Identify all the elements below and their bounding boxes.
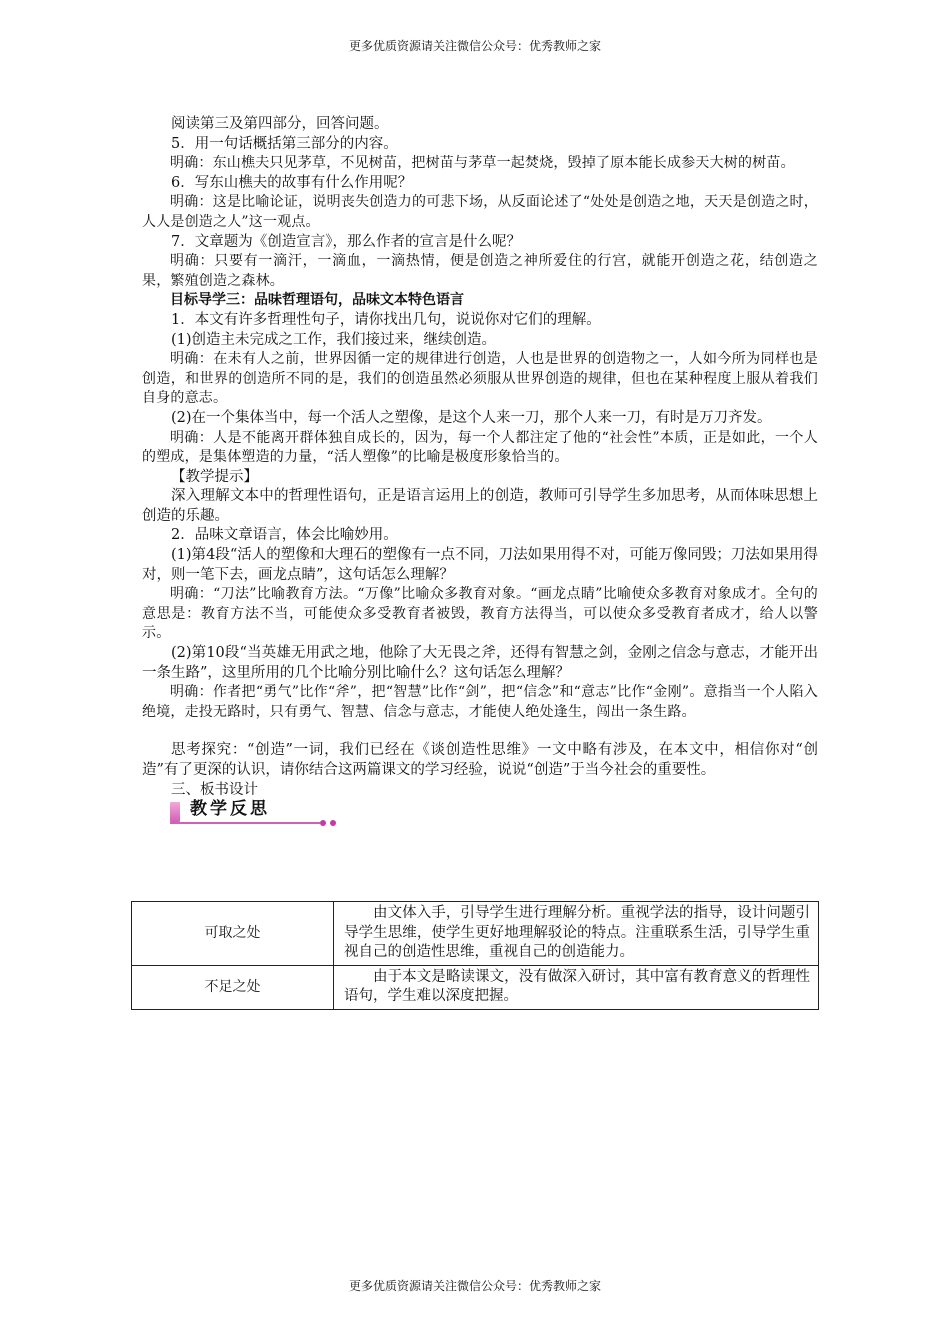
blank-line bbox=[142, 722, 818, 741]
paragraph: 明确：东山樵夫只见茅草，不见树苗，把树苗与茅草一起焚烧，毁掉了原本能长成参天大树的树苗。 bbox=[170, 155, 795, 172]
table-row bbox=[132, 902, 819, 966]
banner-bar-icon bbox=[170, 802, 180, 822]
board-design-heading: 三、板书设计 bbox=[171, 781, 258, 798]
paragraph: 明确：人是不能离开群体独自成长的，因为，每一个人都注定了他的“社会性”本质，正是如此，一个人的塑成，是集体塑造的力量，“活人塑像”的比喻是极度形象恰当的。 bbox=[142, 429, 818, 466]
paragraph: 深入理解文本中的哲理性语句，正是语言运用上的创造，教师可引导学生多加思考，从而体味思想上创造的乐趣。 bbox=[142, 488, 818, 524]
paragraph: 明确：在未有人之前，世界因循一定的规律进行创造，人也是世界的创造物之一，人如今所为同样也是创造，和世界的创造所不同的是，我们的创造虽然必须服从世界创造的规律，但也在某种程度上服从着我们自身的意志。 bbox=[142, 351, 818, 407]
page-header: 更多优质资源请关注微信公众号：优秀教师之家 bbox=[348, 39, 601, 53]
banner-dot-icon bbox=[320, 820, 326, 826]
paragraph: 明确：“刀法”比喻教育方法。“万像”比喻众多教育对象。“画龙点睛”比喻使众多教育对象成才。全句的意思是：教育方法不当，可能使众多受教育者被毁，教育方法得当，可以使众多受教育者成才，给人以警示。 bbox=[142, 586, 818, 642]
section-heading: 目标导学三：品味哲理语句，品味文本特色语言 bbox=[170, 292, 464, 309]
paragraph: 7．文章题为《创造宣言》，那么作者的宣言是什么呢？ bbox=[171, 233, 521, 250]
row-label: 不足之处 bbox=[132, 965, 334, 1009]
paragraph: 明确：这是比喻论证，说明丧失创造力的可悲下场，从反面论述了“处处是创造之地，天天是创造之时，人人是创造之人”这一观点。 bbox=[142, 194, 818, 230]
banner-underline bbox=[170, 822, 320, 824]
section-title: 教学反思 bbox=[190, 799, 270, 820]
paragraph: 思考探究：“创造”一词，我们已经在《谈创造性思维》一文中略有涉及，在本文中，相信你对“创造”有了更深的认识，请你结合这两篇课文的学习经验，说说“创造”于当今社会的重要性。 bbox=[142, 742, 818, 778]
paragraph: 2．品味文章语言，体会比喻妙用。 bbox=[171, 527, 398, 544]
row-label: 可取之处 bbox=[132, 902, 334, 966]
paragraph: (1)第4段“活人的塑像和大理石的塑像有一点不同，刀法如果用得不对，可能万像同毁；刀法如果用得对，则一笔下去，画龙点睛”，这句话怎么理解？ bbox=[142, 547, 818, 583]
paragraph: 明确：只要有一滴汗，一滴血，一滴热情，便是创造之神所爱住的行宫，就能开创造之花，结创造之果，繁殖创造之森林。 bbox=[142, 253, 818, 289]
table-row bbox=[132, 965, 819, 1009]
paragraph: (2)第10段“当英雄无用武之地，他除了大无畏之斧，还得有智慧之剑，金刚之信念与意志，才能开出一条生路”，这里所用的几个比喻分别比喻什么？这句话怎么理解？ bbox=[142, 645, 818, 681]
row-text: 由文体入手，引导学生进行理解分析。重视学法的指导，设计问题引导学生思维，使学生更好地理解驳论的特点。注重联系生活，引导学生重视自己的创造性思维，重视自己的创造能力。 bbox=[334, 902, 819, 966]
teaching-tip-heading: 【教学提示】 bbox=[171, 468, 258, 485]
paragraph: 阅读第三及第四部分，回答问题。 bbox=[171, 116, 389, 132]
paragraph: 1．本文有许多哲理性句子，请你找出几句，说说你对它们的理解。 bbox=[171, 311, 601, 328]
document-body bbox=[142, 115, 818, 824]
paragraph: (1)创造主未完成之工作，我们接过来，继续创造。 bbox=[171, 331, 497, 348]
banner-dot-icon bbox=[330, 820, 336, 826]
paragraph: (2)在一个集体当中，每一个活人之塑像，是这个人来一刀，那个人来一刀，有时是万刀齐发。 bbox=[171, 409, 772, 426]
paragraph: 5．用一句话概括第三部分的内容。 bbox=[171, 135, 398, 152]
reflection-table bbox=[131, 901, 819, 1010]
paragraph: 6．写东山樵夫的故事有什么作用呢？ bbox=[171, 174, 413, 191]
paragraph: 明确：作者把“勇气”比作“斧”，把“智慧”比作“剑”，把“信念”和“意志”比作“金刚”。意指当一个人陷入绝境，走投无路时，只有勇气、智慧、信念与意志，才能使人绝处逢生，闯出一条生路。 bbox=[142, 684, 818, 720]
row-text: 由于本文是略读课文，没有做深入研讨，其中富有教育意义的哲理性语句，学生难以深度把握。 bbox=[334, 965, 819, 1009]
page-footer: 更多优质资源请关注微信公众号：优秀教师之家 bbox=[348, 1279, 601, 1293]
teaching-reflection-banner bbox=[170, 800, 340, 824]
